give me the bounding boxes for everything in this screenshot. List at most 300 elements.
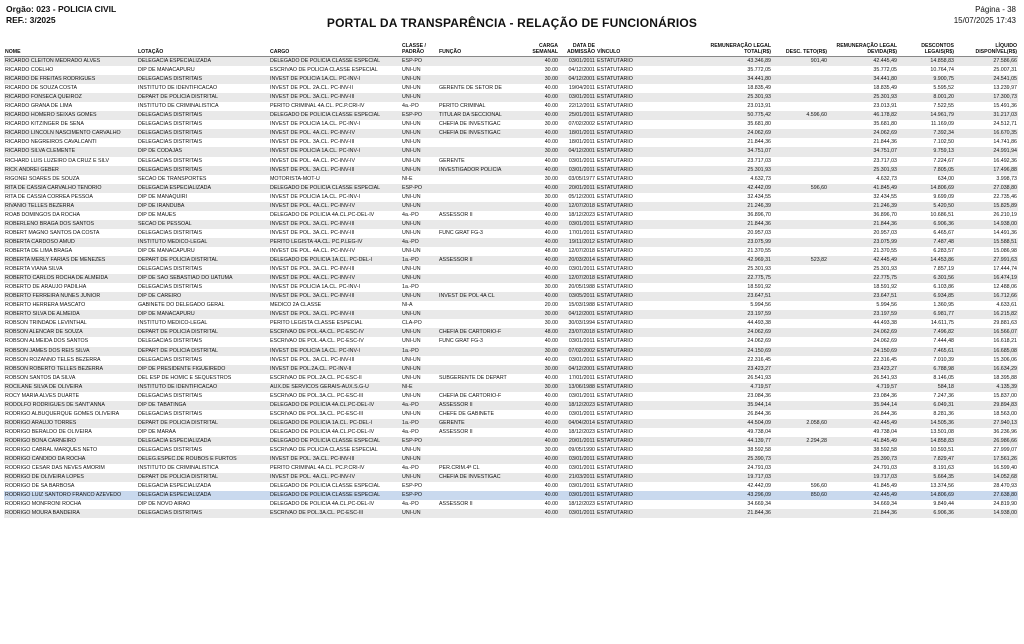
cell-admissao: 20/03/2014 [559, 256, 596, 265]
cell-lotacao: INSTITUTO DE CRIMINALISTICA [138, 103, 219, 110]
cell-descontos: 13.374,56 [930, 483, 954, 490]
cell-desc-teto [772, 102, 828, 111]
cell-funcao [438, 66, 525, 75]
cell-rem-devida: 4.632,73 [876, 175, 897, 182]
cell-carga: 30.00 [525, 75, 559, 84]
cell-funcao [438, 491, 525, 500]
cell-funcao [438, 455, 525, 464]
cell-funcao [438, 175, 525, 184]
cell-lotacao: DELEGACIAS DISTRITAIS [137, 166, 269, 175]
cell-classe: UNI-UN [401, 509, 438, 518]
cell-funcao [438, 482, 525, 491]
cell-desc-teto [772, 365, 828, 374]
cell-descontos: 14.806,69 [898, 184, 955, 193]
cell-liquido: 27.586,66 [955, 57, 1018, 67]
cell-nome: ROBSON JAMES DOS REIS SILVA [4, 347, 137, 356]
cell-rem-devida: 42.445,49 [828, 491, 898, 500]
cell-carga: 40.00 [544, 410, 558, 417]
cell-admissao: 03/01/2011 [559, 509, 596, 518]
cell-nome: RODRIGO ARAUJO TORRES [4, 419, 137, 428]
table-row [4, 57, 1018, 67]
cell-nome: ROBSON ROBERTO TELLES BEZERRA [4, 365, 137, 374]
cell-liquido: 29.894,83 [955, 401, 1018, 410]
cell-admissao: 03/01/2011 [568, 338, 595, 345]
cell-vinculo: ESTATUTARIO [596, 292, 691, 301]
cell-classe: 4a.-PO [402, 103, 419, 110]
cell-liquido: 3.998,73 [996, 175, 1017, 182]
cell-descontos: 7.829,47 [898, 455, 955, 464]
cell-classe: ESP-PO [402, 483, 423, 490]
cell-lotacao: DELEGACIA ESPECIALIZADA [137, 437, 269, 446]
cell-rem-devida: 21.844,36 [828, 220, 898, 229]
cell-carga: 40.00 [544, 428, 558, 435]
cell-carga: 40.00 [544, 103, 558, 110]
cell-admissao: 04/12/2001 [568, 67, 595, 74]
cell-funcao: CHEFIA DE CARTORIO-F [439, 392, 502, 399]
cell-admissao: 04/12/2001 [559, 310, 596, 319]
cell-funcao: SUBGERENTE DE DEPART [439, 374, 507, 381]
col-header-admissao: DATA DE ADMISSÃO [559, 42, 596, 57]
cell-desc-teto: 523,82 [772, 256, 828, 265]
cell-rem-devida: 23.084,36 [873, 392, 897, 399]
cell-desc-teto [772, 238, 828, 247]
col-header-descontos: DESCONTOS LEGAIS(R$) [898, 42, 955, 57]
cell-rem-devida: 26.844,36 [873, 410, 897, 417]
cell-desc-teto: 850,60 [772, 491, 828, 500]
cell-lotacao: DIP DE SAO SEBASTIAO DO UATUMA [137, 274, 269, 283]
cell-rem-total: 44.139,77 [691, 437, 772, 446]
cell-vinculo: ESTATUTARIO [596, 347, 691, 356]
cell-descontos: 7.487,48 [898, 238, 955, 247]
cell-rem-total: 21.844,36 [747, 139, 771, 146]
cell-desc-teto [772, 193, 828, 202]
cell-rem-devida: 23.423,27 [828, 365, 898, 374]
table-row [4, 446, 1018, 455]
cell-liquido: 27.638,80 [955, 491, 1018, 500]
cell-cargo: DELEGADO DE POLICIA 4A.CL.PC-DEL-IV [270, 428, 375, 435]
cell-rem-devida: 42.445,49 [828, 256, 898, 265]
cell-nome: RICARDO FONSECA QUEIROZ [4, 93, 137, 102]
table-row [4, 138, 1018, 147]
cell-funcao [438, 437, 525, 446]
table-row [4, 365, 1018, 374]
table-row [4, 482, 1018, 491]
cell-rem-devida: 23.075,99 [828, 238, 898, 247]
cell-nome: RICARDO CLEITON MEDRADO ALVES [4, 57, 137, 67]
cell-rem-devida: 41.845,49 [873, 483, 897, 490]
cell-desc-teto [772, 202, 828, 211]
cell-classe: UNI-UN [401, 93, 438, 102]
orgao-label: Orgão: 023 - POLICIA CIVIL [6, 4, 117, 14]
cell-vinculo: ESTATUTARIO [597, 103, 633, 110]
cell-funcao [438, 509, 525, 518]
cell-liquido: 36.236,96 [993, 428, 1017, 435]
table-row [4, 491, 1018, 500]
cell-descontos: 6.465,67 [933, 229, 954, 236]
table-row [4, 274, 1018, 283]
cell-desc-teto [772, 410, 828, 419]
cell-funcao [438, 147, 525, 156]
cell-admissao: 03/05/2011 [559, 292, 596, 301]
cell-classe: UNI-UN [401, 75, 438, 84]
cell-funcao [438, 75, 525, 84]
cell-desc-teto [772, 455, 828, 464]
cell-rem-devida: 19.717,03 [828, 473, 898, 482]
cell-admissao: 12/07/2018 [568, 248, 595, 254]
cell-admissao: 19/11/2012 [559, 238, 596, 247]
cell-rem-total: 42.442,09 [691, 184, 772, 193]
cell-carga: 40.00 [525, 184, 559, 193]
cell-lotacao: DEPART DE POLICIA DISTRITAL [137, 419, 269, 428]
cell-lotacao: DIP DE MANAQUIRI [138, 193, 188, 200]
cell-funcao: CHEFE DE GABINETE [439, 410, 495, 417]
cell-descontos: 14.858,83 [898, 437, 955, 446]
cell-rem-total: 23.647,51 [691, 292, 772, 301]
cell-lotacao: DIP DE MANACAPURU [137, 310, 269, 319]
cell-admissao: 20/01/2011 [559, 184, 596, 193]
table-row [4, 509, 1018, 518]
cell-funcao [438, 356, 525, 365]
cell-rem-total: 21.246,39 [691, 202, 772, 211]
cell-cargo: ESCRIVAO DE POLICIA CLASSE ESPECIAL [270, 447, 378, 454]
cell-funcao [438, 193, 525, 202]
cell-rem-total: 35.681,80 [747, 121, 771, 128]
cell-nome: RODRIGO CANDIDO DA ROCHA [4, 455, 137, 464]
cell-cargo: INVEST DE POL. 4A.CL. PC-INV-IV [269, 202, 401, 211]
cell-rem-total: 20.957,03 [747, 229, 771, 236]
cell-admissao: 04/12/2001 [559, 147, 596, 156]
cell-descontos: 7.247,36 [933, 392, 954, 399]
cell-lotacao: DEPART DE POLICIA DISTRITAL [137, 93, 269, 102]
cell-desc-teto [772, 93, 828, 102]
cell-classe: UNI-UN [402, 193, 421, 200]
cell-desc-teto [772, 473, 828, 482]
cell-descontos: 10.593,51 [930, 447, 954, 454]
cell-admissao: 13/06/1988 [559, 383, 596, 392]
cell-funcao [438, 184, 525, 193]
cell-desc-teto [772, 319, 828, 328]
cell-classe: UNI-UN [401, 328, 438, 337]
cell-vinculo: ESTATUTARIO [597, 320, 633, 327]
cell-rem-devida: 36.896,70 [873, 211, 897, 218]
cell-admissao: 03/01/2011 [568, 356, 595, 363]
cell-lotacao: DIP DE CODAJAS [137, 147, 269, 156]
table-row [4, 175, 1018, 184]
cell-vinculo: ESTATUTARIO [597, 229, 633, 236]
cell-nome: RIVANIO TELLES BEZERRA [4, 202, 137, 211]
cell-rem-total: 44.504,09 [691, 419, 772, 428]
cell-cargo: DELEGADO DE POLICIA CLASSE ESPECIAL [269, 437, 401, 446]
cell-descontos: 6.283,57 [933, 248, 954, 254]
cell-cargo: ESCRIVAO DE POL.3A.CL. PC-ESC-III [270, 410, 364, 417]
cell-lotacao: DIP DE CAREIRO [137, 292, 269, 301]
table-row [4, 111, 1018, 120]
col-header-liquido: LÍQUIDO DISPONÍVEL(R$) [955, 42, 1018, 57]
cell-vinculo: ESTATUTARIO [597, 121, 633, 128]
cell-rem-total: 23.717,03 [747, 157, 771, 164]
cell-funcao [438, 247, 525, 256]
cell-descontos: 9.699,09 [933, 193, 954, 200]
cell-lotacao: DEPART DE POLICIA DISTRITAL [137, 256, 269, 265]
cell-nome: ROBSON ROZANNO TELES BEZERRA [5, 356, 101, 363]
cell-lotacao: DEPART DE POLICIA DISTRITAL [137, 473, 269, 482]
cell-vinculo: ESTATUTARIO [597, 193, 633, 200]
cell-lotacao: DIP DE IRANDUBA [137, 202, 269, 211]
cell-vinculo: ESTATUTARIO [597, 465, 633, 472]
cell-vinculo: ESTATUTARIO [596, 147, 691, 156]
cell-cargo: INVEST DE POLICIA 1A.CL. PC-INV-I [270, 121, 360, 128]
cell-admissao: 20/05/1988 [568, 284, 595, 291]
cell-desc-teto: 4.596,60 [772, 111, 828, 120]
cell-descontos: 7.102,50 [933, 139, 954, 146]
cell-classe: 4a.-PO [402, 465, 419, 472]
cell-carga: 40.00 [544, 465, 558, 472]
cell-vinculo: ESTATUTARIO [597, 356, 633, 363]
cell-nome: RODRIGO BERALDO DE OLIVEIRA [5, 428, 92, 435]
cell-nome: ROBERTO HERRERA MASCATO [5, 302, 86, 309]
cell-liquido: 15.837,00 [993, 392, 1017, 399]
cell-desc-teto: 901,40 [772, 57, 828, 67]
table-row [4, 220, 1018, 229]
table-row [4, 337, 1018, 346]
cell-funcao: ASSESSOR II [439, 211, 473, 218]
cell-lotacao: DELEGACIAS DISTRITAIS [138, 447, 203, 454]
cell-classe: ESP-PO [401, 184, 438, 193]
cell-carga: 40.00 [544, 85, 558, 92]
cell-funcao [438, 319, 525, 328]
cell-lotacao: DEPART DE POLICIA DISTRITAL [137, 347, 269, 356]
cell-classe: ESP-PO [401, 437, 438, 446]
cell-cargo: INVEST DE POL. 3A.CL. PC-INV-III [270, 139, 355, 146]
table-row [4, 356, 1018, 365]
cell-liquido: 18.563,00 [993, 410, 1017, 417]
cell-rem-total: 34.441,80 [691, 75, 772, 84]
cell-liquido: 27.991,63 [955, 256, 1018, 265]
cell-vinculo: ESTATUTARIO [597, 302, 633, 309]
cell-lotacao: DIP DE NOVO AIRAO [138, 501, 191, 508]
table-row [4, 392, 1018, 401]
cell-carga: 40.00 [544, 266, 558, 273]
cell-vinculo: ESTATUTARIO [596, 220, 691, 229]
cell-rem-total: 34.669,34 [747, 501, 771, 508]
cell-liquido: 28.470,93 [993, 483, 1017, 490]
cell-rem-total: 4.719,57 [691, 383, 772, 392]
cell-liquido: 15.086,98 [993, 248, 1017, 254]
cell-descontos: 7.805,05 [898, 166, 955, 175]
cell-descontos: 7.444,48 [933, 338, 954, 345]
cell-carga: 40.00 [544, 483, 558, 490]
cell-lotacao: DELEGACIAS DISTRITAIS [138, 157, 203, 164]
cell-funcao: ASSESSOR II [439, 428, 473, 435]
table-row [4, 292, 1018, 301]
cell-nome: RODRIGO CABRAL MARQUES NETO [5, 447, 98, 454]
cell-funcao: PER.CRIM.4ª CL [439, 465, 480, 472]
cell-vinculo: ESTATUTARIO [596, 274, 691, 283]
cell-liquido: 16.215,82 [955, 310, 1018, 319]
cell-descontos: 14.858,83 [898, 57, 955, 67]
cell-vinculo: ESTATUTARIO [596, 328, 691, 337]
cell-descontos: 8.001,20 [898, 93, 955, 102]
cell-rem-devida: 34.751,07 [828, 147, 898, 156]
cell-lotacao: GABINETE DO DELEGADO GERAL [138, 302, 225, 309]
cell-rem-total: 18.835,49 [747, 85, 771, 92]
cell-cargo: MOTORISTA-MOT-U [270, 175, 320, 182]
cell-liquido: 31.217,03 [955, 111, 1018, 120]
cell-desc-teto [772, 301, 828, 310]
cell-classe: CLA-PO [402, 320, 422, 327]
cell-rem-total: 21.844,36 [691, 509, 772, 518]
cell-rem-total: 24.150,69 [691, 347, 772, 356]
cell-cargo: DELEGADO DE POLICIA CLASSE ESPECIAL [270, 483, 381, 490]
cell-vinculo: ESTATUTARIO [596, 455, 691, 464]
cell-classe: UNI-UN [402, 266, 421, 273]
cell-cargo: INVEST DE POL. 4A.CL. PC-INV-IV [269, 274, 401, 283]
cell-lotacao: INSTITUTO MEDICO-LEGAL [138, 320, 208, 327]
cell-funcao: ASSESSOR II [438, 401, 525, 410]
cell-admissao: 22/12/2011 [568, 103, 595, 110]
cell-desc-teto [772, 120, 828, 129]
cell-funcao: CHEFIA DE INVESTIGAC [438, 129, 525, 138]
cell-cargo: INVEST DE POL. 4A.CL. PC-INV-IV [269, 473, 401, 482]
cell-funcao [438, 283, 525, 292]
cell-funcao: FUNC GRAT FG-3 [439, 338, 483, 345]
cell-vinculo: ESTATUTARIO [597, 139, 633, 146]
cell-nome: ROBERTA VIANA SILVA [5, 266, 63, 273]
cell-classe: 4a.-PO [402, 501, 419, 508]
cell-rem-devida: 23.197,59 [828, 310, 898, 319]
cell-vinculo: ESTATUTARIO [596, 509, 691, 518]
cell-carga: 30.00 [525, 310, 559, 319]
cell-funcao: TITULAR DA SECCIONAL [438, 111, 525, 120]
cell-classe: UNI-UN [402, 85, 421, 92]
cell-rem-devida: 23.717,03 [873, 157, 897, 164]
cell-classe: 4a.-PO [402, 428, 419, 435]
cell-rem-devida: 25.301,93 [828, 93, 898, 102]
cell-admissao: 03/01/2011 [559, 220, 596, 229]
cell-nome: ROBERT MAGNO SANTOS DA COSTA [5, 229, 100, 236]
cell-rem-total: 36.896,70 [747, 211, 771, 218]
cell-rem-devida: 24.062,69 [828, 328, 898, 337]
cell-cargo: INVEST DE POL. 4A.CL. PC-INV-IV [270, 248, 355, 254]
cell-classe: 1a.-PO [401, 256, 438, 265]
table-row [4, 383, 1018, 392]
cell-rem-devida: 4.719,57 [828, 383, 898, 392]
cell-descontos: 6.049,31 [898, 401, 955, 410]
cell-nome: ROBERTO SILVA DE ALMEIDA [4, 310, 137, 319]
cell-rem-devida: 21.246,39 [828, 202, 898, 211]
cell-liquido: 25.007,31 [993, 67, 1017, 74]
cell-classe: UNI-UN [401, 473, 438, 482]
cell-nome: RITA DE CASSIA CORREA PESSOA [5, 193, 93, 200]
cell-carga: 30.00 [544, 121, 558, 128]
cell-rem-total: 44.493,38 [747, 320, 771, 327]
cell-classe: UNI-UN [401, 147, 438, 156]
cell-rem-devida: 22.316,45 [873, 356, 897, 363]
cell-cargo: ESCRIVAO DE POL.4A.CL. PC-ESC-IV [269, 328, 401, 337]
cell-carga: 40.00 [525, 220, 559, 229]
cell-carga: 30.00 [544, 67, 558, 74]
cell-descontos: 8.191,63 [933, 465, 954, 472]
cell-classe: UNI-UN [402, 157, 421, 164]
cell-descontos: 9.900,75 [898, 75, 955, 84]
cell-classe: NI-E [401, 383, 438, 392]
cell-vinculo: ESTATUTARIO [596, 401, 691, 410]
cell-desc-teto [772, 401, 828, 410]
cell-nome: ROBSON SANTOS DA SILVA [5, 374, 76, 381]
cell-cargo: PERITO LEGISTA 4A.CL. PC.P.LEG-IV [269, 238, 401, 247]
cell-admissao: 15/03/1988 [568, 302, 595, 309]
cell-admissao: 18/01/2011 [559, 129, 596, 138]
report-datetime: 15/07/2025 17:43 [953, 16, 1016, 25]
cell-classe: 4a.-PO [401, 401, 438, 410]
col-header-rem-devida: REMUNERAÇÃO LEGAL DEVIDA(R$) [828, 42, 898, 57]
cell-admissao: 03/05/1977 [568, 175, 595, 182]
cell-carga: 40.00 [544, 356, 558, 363]
cell-rem-total: 4.632,73 [750, 175, 771, 182]
cell-rem-devida: 26.541,93 [873, 374, 897, 381]
cell-liquido: 17.496,88 [955, 166, 1018, 175]
cell-cargo: INVEST DE POLICIA 1A.CL. PC-INV-I [269, 347, 401, 356]
cell-rem-devida: 38.592,58 [873, 447, 897, 454]
table-row [4, 129, 1018, 138]
cell-admissao: 04/12/2001 [559, 75, 596, 84]
cell-lotacao: DIP DE MANACAPURU [138, 248, 195, 254]
cell-desc-teto: 596,60 [810, 483, 827, 490]
cell-liquido: 16.685,08 [955, 347, 1018, 356]
cell-funcao: ASSESSOR II [439, 501, 473, 508]
cell-descontos: 7.224,67 [933, 157, 954, 164]
cell-vinculo: ESTATUTARIO [597, 157, 633, 164]
table-header-row [4, 42, 1018, 57]
cell-rem-devida: 18.591,92 [873, 284, 897, 291]
cell-liquido: 14.491,36 [993, 229, 1017, 236]
cell-rem-total: 35.944,14 [691, 401, 772, 410]
cell-desc-teto [772, 147, 828, 156]
cell-nome: RODRIGO BONA CARNEIRO [4, 437, 137, 446]
cell-descontos: 584,18 [898, 383, 955, 392]
cell-descontos: 13.501,08 [930, 428, 954, 435]
table-row [4, 238, 1018, 247]
cell-carga: 40.00 [544, 211, 558, 218]
cell-liquido: 24.512,71 [993, 121, 1017, 128]
cell-carga: 40.00 [525, 166, 559, 175]
cell-admissao: 18/12/2023 [559, 401, 596, 410]
cell-desc-teto [772, 66, 828, 75]
cell-cargo: INVEST DE POL. 4A.CL. PC-INV-IV [269, 129, 401, 138]
cell-carga: 30.00 [525, 147, 559, 156]
cell-cargo: ESCRIVAO DE POL.3A.CL. PC-ESC-III [270, 392, 364, 399]
cell-descontos: 5.420,50 [898, 202, 955, 211]
cell-nome: ROBERLENO BRAGA DOS SANTOS [4, 220, 137, 229]
col-header-lotacao: LOTAÇÃO [137, 42, 269, 57]
cell-rem-total: 25.301,93 [747, 266, 771, 273]
cell-rem-devida: 25.390,73 [828, 455, 898, 464]
cell-classe: UNI-UN [402, 229, 421, 236]
col-header-desc-teto: DESC. TETO(R$) [772, 42, 828, 57]
cell-rem-devida: 35.944,14 [828, 401, 898, 410]
cell-vinculo: ESTATUTARIO [597, 67, 633, 74]
cell-classe: UNI-UN [402, 67, 421, 74]
table-row [4, 229, 1018, 238]
cell-vinculo: ESTATUTARIO [596, 365, 691, 374]
cell-descontos: 6.103,86 [933, 284, 954, 291]
cell-admissao: 03/01/2011 [559, 93, 596, 102]
cell-admissao: 03/01/2011 [568, 465, 595, 472]
cell-nome: RICARDO HOMERO SEIXAS GOMES [4, 111, 137, 120]
cell-desc-teto [772, 464, 828, 473]
cell-classe: UNI-UN [401, 220, 438, 229]
cell-carga: 40.00 [525, 455, 559, 464]
